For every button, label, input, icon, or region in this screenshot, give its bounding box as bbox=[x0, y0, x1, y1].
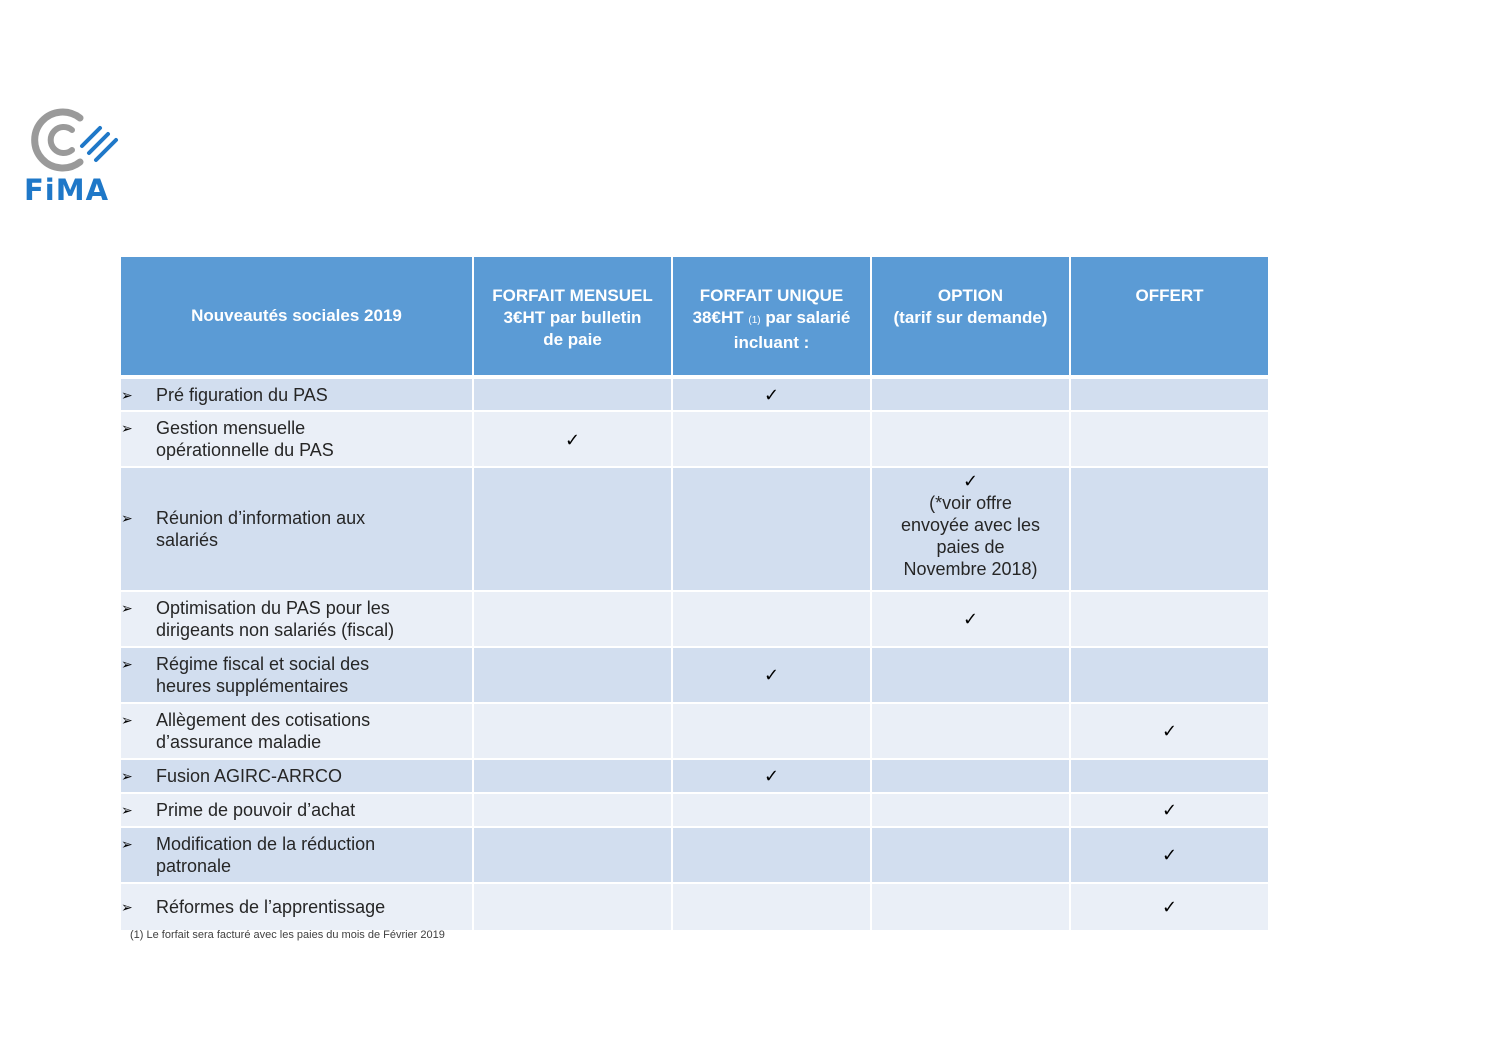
value-cell bbox=[473, 377, 672, 411]
feature-cell bbox=[120, 647, 473, 703]
check-icon: ✓ bbox=[1161, 897, 1178, 917]
value-cell bbox=[1070, 883, 1269, 931]
value-cell bbox=[473, 793, 672, 827]
feature-cell bbox=[120, 467, 473, 591]
table-row bbox=[120, 377, 1269, 411]
value-cell bbox=[473, 591, 672, 647]
feature-cell bbox=[120, 883, 473, 931]
bullet-arrow-icon: ➢ bbox=[121, 386, 133, 403]
value-cell bbox=[871, 883, 1070, 931]
footnote: (1) Le forfait sera facturé avec les paies du mois de Février 2019 bbox=[130, 929, 445, 941]
feature-label: Réformes de l’apprentissage bbox=[156, 897, 386, 917]
value-cell bbox=[1070, 377, 1269, 411]
feature-cell bbox=[120, 793, 473, 827]
option-note-line: Novembre 2018) bbox=[903, 559, 1038, 579]
check-icon: ✓ bbox=[763, 384, 780, 405]
feature-label: Gestion mensuelle opérationnelle du PAS bbox=[156, 418, 334, 460]
table-row bbox=[120, 411, 1269, 467]
feature-label: Réunion d’information aux salariés bbox=[156, 508, 366, 550]
value-cell bbox=[473, 647, 672, 703]
value-cell bbox=[1070, 827, 1269, 883]
table-row bbox=[120, 759, 1269, 793]
option-note-line: (*voir offre bbox=[929, 493, 1012, 513]
feature-label: Modification de la réduction patronale bbox=[156, 834, 376, 876]
bullet-arrow-icon: ➢ bbox=[121, 656, 133, 672]
bullet-arrow-icon: ➢ bbox=[121, 600, 133, 616]
value-cell bbox=[672, 647, 871, 703]
table-row bbox=[120, 793, 1269, 827]
value-cell bbox=[473, 467, 672, 591]
header-option: OPTION (tarif sur demande) bbox=[871, 256, 1070, 377]
bullet-arrow-icon: ➢ bbox=[121, 802, 133, 818]
value-cell bbox=[672, 793, 871, 827]
value-cell bbox=[473, 703, 672, 759]
value-cell bbox=[473, 411, 672, 467]
value-cell bbox=[871, 647, 1070, 703]
feature-cell bbox=[120, 759, 473, 793]
value-cell bbox=[672, 759, 871, 793]
check-icon: ✓ bbox=[962, 471, 979, 491]
table-header-row bbox=[120, 256, 1269, 377]
header-offered: OFFERT bbox=[1070, 256, 1269, 377]
value-cell bbox=[473, 759, 672, 793]
value-cell bbox=[1070, 467, 1269, 591]
fima-logo-mark-icon bbox=[22, 104, 122, 176]
value-cell bbox=[1070, 411, 1269, 467]
value-cell bbox=[1070, 591, 1269, 647]
feature-cell bbox=[120, 591, 473, 647]
value-cell bbox=[871, 591, 1070, 647]
check-icon: ✓ bbox=[1161, 721, 1178, 741]
value-cell bbox=[871, 793, 1070, 827]
bullet-arrow-icon: ➢ bbox=[121, 420, 133, 436]
value-cell bbox=[1070, 793, 1269, 827]
table-row bbox=[120, 467, 1269, 591]
feature-cell bbox=[120, 411, 473, 467]
feature-label: Prime de pouvoir d’achat bbox=[156, 800, 356, 820]
feature-cell bbox=[120, 377, 473, 411]
feature-label: Optimisation du PAS pour les dirigeants non salariés (fiscal) bbox=[156, 598, 395, 640]
value-cell bbox=[871, 377, 1070, 411]
feature-label: Allègement des cotisations d’assurance maladie bbox=[156, 710, 371, 752]
value-cell bbox=[473, 883, 672, 931]
value-cell bbox=[473, 827, 672, 883]
option-note-line: envoyée avec les bbox=[900, 515, 1041, 535]
header-monthly-package: FORFAIT MENSUEL 3€HT par bulletin de paie bbox=[473, 256, 672, 377]
check-icon: ✓ bbox=[763, 665, 780, 685]
table-row bbox=[120, 647, 1269, 703]
table-row bbox=[120, 883, 1269, 931]
bullet-arrow-icon: ➢ bbox=[121, 712, 133, 728]
value-cell bbox=[672, 377, 871, 411]
value-cell bbox=[672, 827, 871, 883]
bullet-arrow-icon: ➢ bbox=[121, 836, 133, 852]
value-cell bbox=[871, 827, 1070, 883]
check-icon: ✓ bbox=[564, 430, 581, 450]
check-icon: ✓ bbox=[763, 766, 780, 786]
value-cell bbox=[672, 591, 871, 647]
value-cell bbox=[672, 883, 871, 931]
header-features: Nouveautés sociales 2019 bbox=[120, 256, 473, 377]
feature-label: Régime fiscal et social des heures supplémentaires bbox=[156, 654, 370, 696]
footnote-ref: (1) bbox=[748, 315, 761, 326]
social-offer-table bbox=[119, 255, 1270, 932]
value-cell bbox=[871, 759, 1070, 793]
option-note-line: paies de bbox=[936, 537, 1005, 557]
feature-label: Pré figuration du PAS bbox=[156, 384, 328, 405]
bullet-arrow-icon: ➢ bbox=[121, 510, 133, 526]
feature-cell bbox=[120, 703, 473, 759]
value-cell bbox=[871, 467, 1070, 591]
logo-wordmark: FiMA bbox=[24, 173, 110, 207]
table-row bbox=[120, 591, 1269, 647]
feature-label: Fusion AGIRC-ARRCO bbox=[156, 766, 343, 786]
value-cell bbox=[672, 467, 871, 591]
fima-logo bbox=[22, 104, 122, 208]
value-cell bbox=[1070, 759, 1269, 793]
table-row bbox=[120, 703, 1269, 759]
table-row bbox=[120, 827, 1269, 883]
header-single-package: FORFAIT UNIQUE 38€HT (1) par salarié incluant : bbox=[672, 256, 871, 377]
check-icon: ✓ bbox=[1161, 800, 1178, 820]
value-cell bbox=[672, 411, 871, 467]
value-cell bbox=[672, 703, 871, 759]
value-cell bbox=[1070, 647, 1269, 703]
check-icon: ✓ bbox=[962, 609, 979, 629]
value-cell bbox=[871, 703, 1070, 759]
feature-cell bbox=[120, 827, 473, 883]
bullet-arrow-icon: ➢ bbox=[121, 768, 133, 784]
check-icon: ✓ bbox=[1161, 845, 1178, 865]
bullet-arrow-icon: ➢ bbox=[121, 899, 133, 915]
value-cell bbox=[1070, 703, 1269, 759]
value-cell bbox=[871, 411, 1070, 467]
